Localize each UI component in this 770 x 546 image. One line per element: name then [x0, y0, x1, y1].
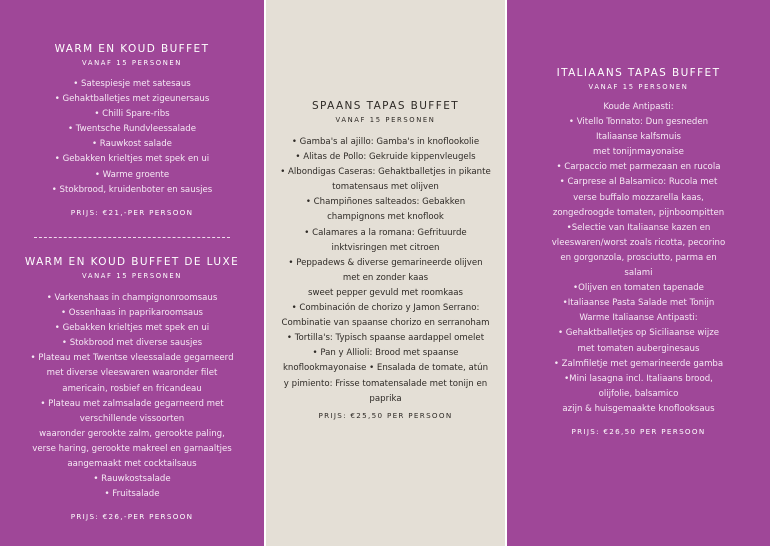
menu-line: Warme Italiaanse Antipasti:	[579, 313, 698, 324]
menu-line: azijn & huisgemaakte knoflooksaus	[562, 403, 715, 414]
menu-line: • Pan y Allioli: Brood met spaanse	[312, 348, 459, 359]
menu-line: vleeswaren/worst zoals ricotta, pecorino	[551, 237, 726, 248]
menu-line: • Stokbrood met diverse sausjes	[61, 338, 203, 349]
menu-line: • Stokbrood, kruidenboter en sausjes	[51, 184, 213, 195]
menu-line: • Chilli Spare-ribs	[94, 109, 170, 120]
menu-line: tomatensaus met olijven	[332, 182, 439, 193]
menu-line: • Gebakken krieltjes met spek en ui	[54, 154, 210, 165]
menu-line: • Combinación de chorizo y Jamon Serrano:	[291, 303, 480, 314]
menu-line: • Gehaktballetjes op Siciliaanse wijze	[557, 328, 720, 339]
menu-line: • Alitas de Pollo: Gekruide kippenvleugels	[295, 152, 476, 163]
menu-line: verse buffalo mozzarella kaas,	[573, 192, 704, 203]
section-divider	[34, 237, 230, 238]
menu-line: knoflookmayonaise • Ensalada de tomate, atún	[282, 363, 489, 374]
menu-line: verschillende vissoorten	[79, 413, 185, 424]
menu-line: Combinatie van spaanse chorizo en serranoham	[281, 318, 490, 329]
menu-line: • Carpaccio met parmezaan en rucola	[556, 162, 721, 173]
menu-line: Italiaanse kalfsmuis	[595, 132, 682, 143]
menu-line: inktvisringen met citroen	[331, 242, 440, 253]
menu-line: • Warme groente	[94, 169, 170, 180]
menu-line: • Gamba's al ajillo: Gamba's in knoflookolie	[291, 137, 480, 147]
warm-koud-list	[0, 77, 264, 198]
spaans-subtitle: VANAF 15 PERSONEN	[335, 116, 436, 124]
menu-line: • Gehaktballetjes met zigeunersaus	[54, 94, 210, 105]
menu-line: • Gebakken krieltjes met spek en ui	[54, 323, 210, 334]
menu-line: champignons met knoflook	[327, 212, 444, 223]
menu-line: met en zonder kaas	[342, 272, 429, 283]
menu-line: waaronder gerookte zalm, gerookte paling,	[39, 428, 225, 439]
menu-line: americain, rosbief en fricandeau	[62, 383, 202, 394]
menu-line: paprika	[369, 393, 402, 404]
menu-line: •Italiaanse Pasta Salade met Tonijn	[562, 298, 715, 309]
warm-koud-title: WARM EN KOUD BUFFET	[54, 43, 210, 55]
menu-line: • Satespiesje met satesaus	[73, 79, 191, 89]
warm-koud-subtitle: VANAF 15 PERSONEN	[82, 59, 182, 67]
menu-line: •Selectie van Italiaanse kazen en	[566, 222, 711, 233]
warm-koud-price: PRIJS: €21,-PER PERSOON	[70, 208, 194, 217]
menu-line: verse haring, gerookte makreel en garnaaltjes	[32, 443, 232, 454]
menu-line: • Rauwkostsalade	[93, 474, 171, 485]
menu-line: sweet pepper gevuld met roomkaas	[307, 287, 464, 298]
spaans-list	[266, 135, 505, 407]
spaans-title: SPAANS TAPAS BUFFET	[311, 100, 460, 112]
menu-line: • Ossenhaas in paprikaroomsaus	[60, 308, 204, 319]
italiaans-subtitle: VANAF 15 PERSONEN	[588, 83, 689, 91]
menu-line: • Champiñones salteados: Gebakken	[305, 197, 466, 208]
menu-line: • Fruitsalade	[104, 489, 160, 500]
menu-line: • Carprese al Balsamico: Rucola met	[559, 177, 718, 188]
italiaans-price: PRIJS: €26,50 PER PERSOON	[571, 427, 706, 436]
menu-line: • Varkenshaas in champignonroomsaus	[46, 293, 218, 303]
luxe-header	[0, 256, 264, 280]
luxe-subtitle: VANAF 15 PERSONEN	[82, 272, 182, 280]
left-column	[0, 0, 264, 546]
warm-koud-header	[0, 43, 264, 67]
right-column	[507, 0, 770, 546]
menu-line: •Mini lasagna incl. Italiaans brood,	[564, 373, 713, 384]
luxe-price: PRIJS: €26,-PER PERSOON	[70, 512, 194, 521]
menu-line: • Calamares a la romana: Gefrituurde	[304, 227, 467, 238]
menu-line: met tonijnmayonaise	[593, 147, 684, 158]
menu-line: • Rauwkost salade	[92, 139, 172, 150]
menu-line: •Olijven en tomaten tapenade	[573, 283, 704, 294]
italiaans-header	[507, 67, 770, 91]
italiaans-list	[507, 100, 770, 417]
menu-line: • Twentsche Rundvleessalade	[67, 124, 197, 135]
menu-line: • Vitello Tonnato: Dun gesneden	[568, 117, 709, 128]
spaans-header	[266, 100, 505, 124]
menu-line: salami	[624, 268, 653, 279]
menu-line: • Peppadews & diverse gemarineerde olijven	[288, 257, 483, 268]
menu-line: olijfolie, balsamico	[598, 388, 679, 399]
luxe-list	[0, 291, 264, 502]
menu-line: zongedroogde tomaten, pijnboompitten	[552, 207, 725, 218]
middle-column	[266, 0, 505, 546]
menu-line: • Tortilla's: Typisch spaanse aardappel omelet	[286, 333, 485, 344]
menu-line: en gorgonzola, prosciutto, parma en	[560, 252, 717, 263]
menu-line: aangemaakt met cocktailsaus	[67, 459, 197, 470]
italiaans-title: ITALIAANS TAPAS BUFFET	[556, 67, 721, 79]
luxe-title: WARM EN KOUD BUFFET DE LUXE	[24, 256, 240, 268]
menu-line: y pimiento: Frisse tomatensalade met tonijn en	[283, 378, 488, 389]
menu-line: • Plateau met Twentse vleessalade gegarneerd	[30, 353, 234, 364]
menu-line: • Plateau met zalmsalade gegarneerd met	[40, 398, 224, 409]
menu-line: met tomaten auberginesaus	[577, 343, 700, 354]
menu-line: • Albondigas Caseras: Gehaktballetjes in pikante	[280, 167, 491, 178]
spaans-price: PRIJS: €25,50 PER PERSOON	[318, 411, 453, 420]
menu-line: • Zalmfiletje met gemarineerde gamba	[553, 358, 724, 369]
menu-line: Koude Antipasti:	[603, 102, 674, 112]
menu-line: met diverse vleeswaren waaronder filet	[46, 368, 218, 379]
